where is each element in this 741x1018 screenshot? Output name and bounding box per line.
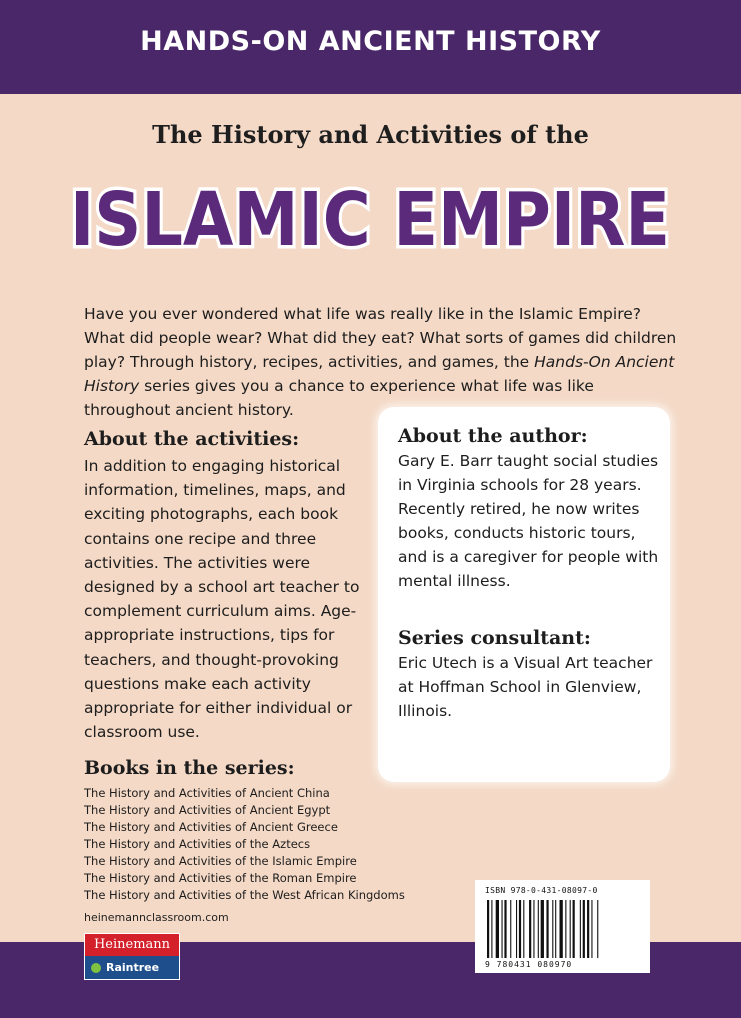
barcode-bar: [533, 900, 534, 958]
author-body: Gary E. Barr taught social studies in Virginia schools for 28 years. Recently retired, he now writes books, conducts historic tours, and is a caregiver for people with mental illness.: [398, 452, 659, 590]
book-title: [55, 165, 685, 265]
barcode-bar: [573, 900, 575, 958]
book-title-text: ISLAMIC EMPIRE: [70, 177, 670, 263]
consultant-body: Eric Utech is a Visual Art teacher at Hoffman School in Glenview, Illinois.: [398, 654, 653, 720]
intro-series-name: Hands-On Ancient History: [84, 352, 675, 395]
consultant-heading: Series consultant:: [398, 627, 591, 649]
isbn-label: ISBN 978-0-431-08097-0: [485, 886, 598, 895]
book-list-item: The History and Activities of the Islamic Empire: [84, 854, 357, 868]
barcode-bar: [587, 900, 589, 958]
barcode-bar: [597, 900, 598, 958]
activities-section: [84, 428, 364, 744]
barcode-bar: [496, 900, 499, 958]
logo-heinemann: Heinemann: [85, 934, 179, 956]
books-list: [84, 785, 414, 904]
info-card: [378, 407, 670, 782]
book-list-item: The History and Activities of the Roman Empire: [84, 871, 357, 885]
barcode-bar: [565, 900, 566, 958]
intro-text-2: series gives you a chance to experience what life was like throughout ancient history.: [84, 376, 594, 419]
barcode-bar: [504, 900, 506, 958]
book-list-item: The History and Activities of the West African Kingdoms: [84, 888, 405, 902]
intro-paragraph: [84, 302, 684, 422]
barcode-bar: [591, 900, 592, 958]
barcode-bar: [552, 900, 553, 958]
isbn-barcode: [475, 880, 650, 973]
barcode-bar: [560, 900, 563, 958]
book-list-item: The History and Activities of Ancient China: [84, 786, 330, 800]
top-band: [0, 0, 741, 94]
barcode-bar: [583, 900, 585, 958]
barcode-bar: [491, 900, 492, 958]
book-subtitle: The History and Activities of the: [152, 120, 589, 149]
book-list-item: The History and Activities of Ancient Egypt: [84, 803, 331, 817]
barcode-bar: [529, 900, 531, 958]
activities-body: In addition to engaging historical information, timelines, maps, and exciting photographs, each book contains one recipe and three activities. The activities were designed by a school art teacher to complement curriculum aims. Age-appropriate instructions, tips for teachers, and thought-provoking questions make each activity appropriate for either individual or classroom use.: [84, 457, 360, 742]
barcode-bar: [538, 900, 539, 958]
publisher-website: heinemannclassroom.com: [84, 911, 229, 924]
intro-text-1: Have you ever wondered what life was really like in the Islamic Empire? What did people wear? What did they eat? What sorts of games did children play? Through history, recipes, activities, and games, the: [84, 304, 677, 371]
barcode-bar: [519, 900, 521, 958]
book-list-item: The History and Activities of the Aztecs: [84, 837, 311, 851]
books-heading: Books in the series:: [84, 757, 295, 779]
logo-raintree-row: [85, 956, 179, 979]
barcode-bar: [502, 900, 503, 958]
books-section: [84, 757, 414, 904]
leaf-icon: [91, 963, 101, 973]
barcode-bar: [580, 900, 581, 958]
barcode-bar: [487, 900, 489, 958]
barcode-bar: [570, 900, 571, 958]
barcode-digits: 9 780431 080970: [485, 960, 573, 969]
barcode-bar: [510, 900, 511, 958]
barcode-bar: [516, 900, 517, 958]
logo-raintree: Raintree: [106, 961, 160, 974]
barcode-bar: [523, 900, 524, 958]
barcode-bars: [485, 900, 640, 958]
barcode-bar: [555, 900, 556, 958]
barcode-bar: [541, 900, 544, 958]
barcode-bar: [546, 900, 548, 958]
publisher-logo: [84, 933, 180, 980]
book-list-item: The History and Activities of Ancient Greece: [84, 820, 338, 834]
activities-heading: About the activities:: [84, 428, 300, 450]
series-name: HANDS-ON ANCIENT HISTORY: [140, 26, 601, 57]
author-heading: About the author:: [398, 425, 588, 447]
